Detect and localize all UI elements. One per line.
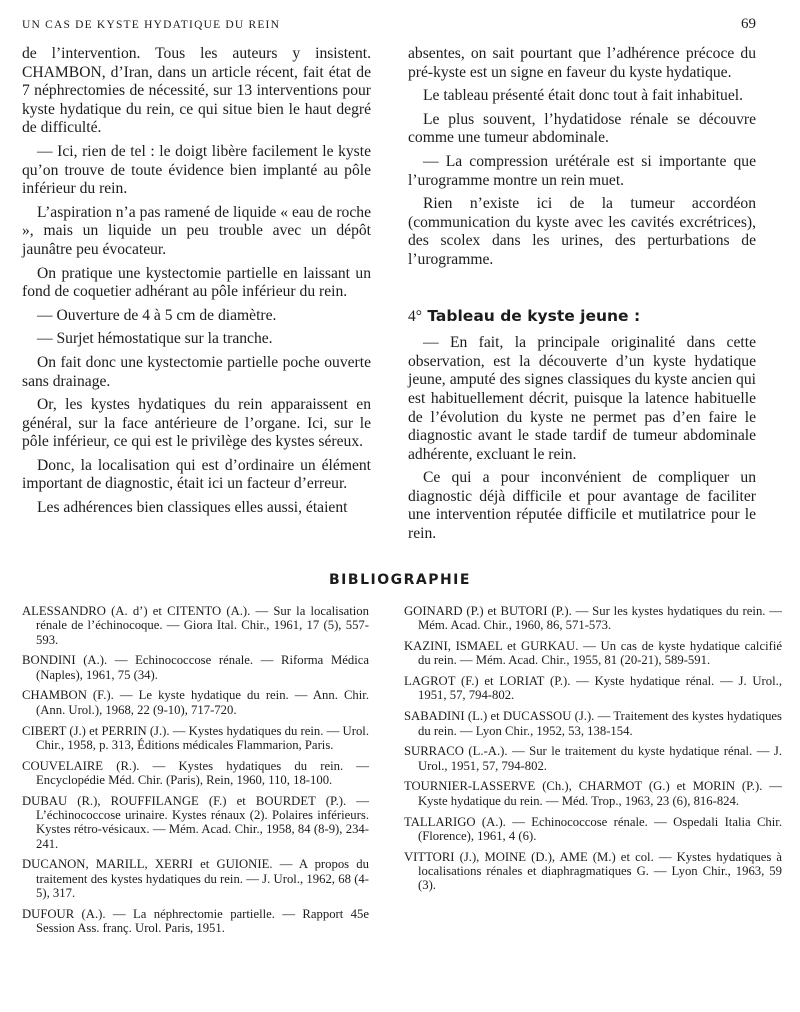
bibliography-entry: GOINARD (P.) et BUTORI (P.). — Sur les kystes hydatiques du rein. — Mém. Acad. Chir., 1960, 86, 571-573. <box>404 604 782 633</box>
paragraph: Les adhérences bien classiques elles aussi, étaient <box>37 499 348 517</box>
bibliography-entry: VITTORI (J.), MOINE (D.), AME (M.) et col. — Kystes hydatiques à localisations rénales et diaphragmatiques G. — Lyon Chir., 1963, 59 (3). <box>404 849 782 893</box>
bibliography-entry: SABADINI (L.) et DUCASSOU (J.). — Traitement des kystes hydatiques du rein. — Lyon Chir., 1952, 53, 138-154. <box>404 709 782 738</box>
bibliography-entry: TOURNIER-LASSERVE (Ch.), CHARMOT (G.) et MORIN (P.). — Kyste hydatique du rein. — Méd. Trop., 1963, 23 (6), 816-824. <box>404 779 782 808</box>
paragraph: — Ici, rien de tel : le doigt libère facilement le kyste qu’on trouve de toute évidence bien implanté au pôle inférieur du rein. <box>22 142 371 198</box>
bibliography-entry: CHAMBON (F.). — Le kyste hydatique du rein. — Ann. Chir. (Ann. Urol.), 1968, 22 (9-10), 717-720. <box>22 688 369 717</box>
bibliography-left-column <box>22 604 369 942</box>
left-text-column <box>22 45 371 523</box>
paragraph: — En fait, la principale originalité dans cette observation, est la découverte d’un kyste hydatique jeune, amputé des signes classiques du kyste ancien qui est habituellement décrit, puisque la latence habituelle de l’évolution du kyste ne permet pas d’en faire le diagnostic avant le stade tardif de tumeur abdominale adhérente, excluant le rein. <box>408 334 756 463</box>
right-text-column <box>408 45 756 549</box>
paragraph: Ce qui a pour inconvénient de compliquer un diagnostic déjà difficile et pour avantage de faciliter une intervention réputée difficile et mutilatrice pour le rein. <box>408 469 756 543</box>
paragraph: On pratique une kystectomie partielle en laissant un fond de coquetier adhérant au pôle inférieur du rein. <box>22 264 371 301</box>
section-title: Tableau de kyste jeune : <box>427 306 641 325</box>
bibliography-entry: CIBERT (J.) et PERRIN (J.). — Kystes hydatiques du rein. — Urol. Chir., 1958, p. 313, Éditions médicales Flammarion, Paris. <box>22 723 369 752</box>
section-number: 4° <box>408 307 422 325</box>
bibliography-entry: BONDINI (A.). — Echinococcose rénale. — Riforma Médica (Naples), 1961, 75 (34). <box>22 653 369 682</box>
bibliography-entry: KAZINI, ISMAEL et GURKAU. — Un cas de kyste hydatique calcifié du rein. — Mém. Acad. Chir., 1955, 81 (20-21), 589-591. <box>404 639 782 668</box>
bibliography-entry: DUFOUR (A.). — La néphrectomie partielle. — Rapport 45e Session Ass. franç. Urol. Paris, 1951. <box>22 906 369 936</box>
bibliography-right-column <box>404 604 782 899</box>
paragraph: de l’intervention. Tous les auteurs y insistent. CHAMBON, d’Iran, dans un article récent, fait état de 7 néphrectomies de nécessité, sur 13 interventions pour kyste hydatique du rein, ce qui situe bien le haut degré de difficulté. <box>22 45 371 137</box>
bibliography-title: BIBLIOGRAPHIE <box>329 572 471 588</box>
paragraph: Or, les kystes hydatiques du rein apparaissent en général, sur la face antérieure de l’organe. Ici, sur le pôle inférieur, ce qui est le privilège des kystes séreux. <box>22 396 371 451</box>
bibliography-entry: DUBAU (R.), ROUFFILANGE (F.) et BOURDET (P.). — L’échinococcose urinaire. Kystes rénaux (2). Polaires inférieurs. Kystes rétro-vésicaux. — Mém. Acad. Chir., 1958, 84 (8-9), 234-241. <box>22 793 369 851</box>
paragraph: Le plus souvent, l’hydatidose rénale se découvre comme une tumeur abdominale. <box>408 110 756 147</box>
bibliography-entry: LAGROT (F.) et LORIAT (P.). — Kyste hydatique rénal. — J. Urol., 1951, 57, 794-802. <box>404 674 782 703</box>
paragraph: On fait donc une kystectomie partielle poche ouverte sans drainage. <box>22 353 371 390</box>
running-head: UN CAS DE KYSTE HYDATIQUE DU REIN <box>22 19 281 31</box>
paragraph: — Ouverture de 4 à 5 cm de diamètre. <box>37 306 277 324</box>
bibliography-entry: TALLARIGO (A.). — Echinococcose rénale. — Ospedali Italia Chir. (Florence), 1961, 4 (6). <box>404 814 782 843</box>
page-number: 69 <box>741 16 756 32</box>
paragraph: L’aspiration n’a pas ramené de liquide « eau de roche », mais un liquide un peu trouble avec un dépôt jaunâtre peu évocateur. <box>22 203 371 258</box>
paragraph: absentes, on sait pourtant que l’adhérence précoce du pré-kyste est un signe en faveur du kyste hydatique. <box>408 45 756 81</box>
bibliography-entry: SURRACO (L.-A.). — Sur le traitement du kyste hydatique rénal. — J. Urol., 1951, 57, 794-802. <box>404 744 782 773</box>
paragraph: — La compression urétérale est si importante que l’urogramme montre un rein muet. <box>408 152 756 189</box>
paragraph: Le tableau présenté était donc tout à fait inhabituel. <box>423 87 743 105</box>
bibliography-entry: COUVELAIRE (R.). — Kystes hydatiques du rein. — Encyclopédie Méd. Chir. (Paris), Rein, 1960, 110, 18-100. <box>22 758 369 787</box>
section-heading <box>408 307 756 327</box>
paragraph: — Surjet hémostatique sur la tranche. <box>37 330 273 348</box>
paragraph: Rien n’existe ici de la tumeur accordéon (communication du kyste avec les cavités excrétrices), des scolex dans les urines, des perturbations de l’urogramme. <box>408 195 756 268</box>
bibliography-entry: DUCANON, MARILL, XERRI et GUIONIE. — A propos du traitement des kystes hydatiques du rein. — J. Urol., 1962, 68 (4-5), 317. <box>22 857 369 901</box>
bibliography-entry: ALESSANDRO (A. d’) et CITENTO (A.). — Sur la localisation rénale de l’échinocoque. — Giora Ital. Chir., 1961, 17 (5), 557-593. <box>22 604 369 647</box>
paragraph: Donc, la localisation qui est d’ordinaire un élément important de diagnostic, était ici un facteur d’erreur. <box>22 456 371 493</box>
